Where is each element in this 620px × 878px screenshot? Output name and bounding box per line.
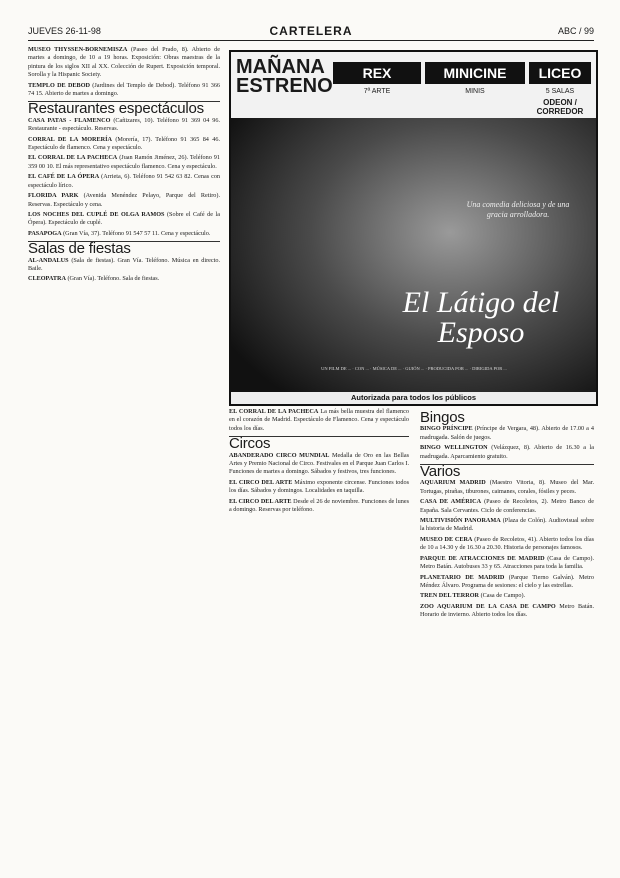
listing-entry: EL CORRAL DE LA PACHECA La más bella muestra del flamenco en el corazón de Madrid. Espectáculo de Flamenco. Cena y espectáculo todos los días. (229, 408, 409, 432)
listing-entry: CORRAL DE LA MORERÍA (Morería, 17). Teléfono 91 365 84 46. Espectáculo de flamenco. Cena y espectáculo. (28, 135, 220, 152)
section-heading-circos: Circos (229, 436, 409, 448)
cinema-minicine: MINICINE (425, 62, 525, 84)
listing-entry: BINGO PRÍNCIPE (Príncipe de Vergara, 48). Abierto de 17.00 a 4 madrugada. Salón de juegos. (420, 425, 594, 441)
listing-entry: EL CIRCO DEL ARTE Máximo exponente circense. Funciones todos los días. Sábados y domingos. Localidades en taquilla. (229, 478, 409, 495)
right-column (420, 408, 594, 864)
issue-date: JUEVES 26-11-98 (28, 26, 101, 36)
cinema-minicine-sub: MINIS (465, 88, 485, 95)
left-column (28, 46, 220, 864)
section-heading-bingos: Bingos (420, 409, 465, 426)
listing-entry: CASA PATAS - FLAMENCO (Cañizares, 10). Teléfono 91 369 04 96. Restaurante - espectáculo. Reservas. (28, 116, 220, 133)
cinema-liceo-sub2: ODEON / CORREDOR (536, 98, 584, 116)
section-heading-salas: Salas de fiestas (28, 241, 220, 253)
section-heading-restaurants: Restaurantes espectáculos (28, 101, 220, 113)
ad-quote: Una comedia deliciosa y de una gracia arrolladora. (466, 200, 570, 219)
cinema-rex: REX (333, 62, 421, 84)
listing-entry: BINGO WELLINGTON (Velázquez, 8). Abierto de 16.30 a la madrugada. Aparcamiento gratuito. (420, 444, 594, 460)
listing-entry: FLORIDA PARK (Avenida Menéndez Pelayo, Parque del Retiro). Reservas. Espectáculo y cena. (28, 192, 220, 208)
ad-brand: MAÑANA ESTRENO (236, 56, 333, 97)
listing-entry: PASAPOGA (Gran Vía, 37). Teléfono 91 547 57 11. Cena y espectáculo. (28, 229, 211, 237)
listing-entry: ZOO AQUARIUM DE LA CASA DE CAMPO Metro Batán. Horario de invierno. Abierto todos los días. (420, 602, 594, 619)
film-title: El Látigo del Esposo (402, 286, 560, 349)
cinema-liceo-sub: 5 SALAS (545, 88, 575, 95)
listing-entry: EL CAFÉ DE LA ÓPERA (Arrieta, 6). Teléfono 91 542 63 82. Cenas con espectáculo lírico. (28, 173, 220, 189)
film-rating: Autorizada para todos los públicos (231, 392, 596, 404)
section-title: CARTELERA (269, 24, 353, 38)
page-header (28, 26, 594, 38)
listing-entry: EL CORRAL DE LA PACHECA (Juan Ramón Jiménez, 26). Teléfono 91 359 00 10. El más representativo espectáculo flamenco. Cena y espectáculo. (28, 154, 220, 170)
listing-entry: TREN DEL TERROR (Casa de Campo). (420, 592, 526, 600)
cinema-rex-sub: 7ª ARTE (363, 88, 391, 95)
paper-page: ABC / 99 (557, 26, 594, 36)
listing-entry: CASA DE AMÉRICA (Paseo de Recoletos, 2). Metro Banco de España. Sala Cervantes. Ciclo de conferencias. (420, 498, 594, 514)
listing-entry: AQUARIUM MADRID (Maestro Vitoria, 8). Museo del Mar. Tortugas, pirañas, tiburones, caimanes, corales, fósiles y peces. (420, 479, 594, 495)
ad-banner (231, 52, 596, 118)
listing-entry: PLANETARIO DE MADRID (Parque Tierno Galván). Metro Méndez Álvaro. Programa de sesiones: el cielo y las estrellas. (420, 573, 594, 589)
header-rule (28, 40, 594, 41)
listing-entry: EL CIRCO DEL ARTE Desde el 26 de noviembre. Funciones de lunes a domingo. Reservas por teléfono. (229, 497, 409, 514)
listing-entry: PARQUE DE ATRACCIONES DE MADRID (Casa de Campo). Metro Batán. Autobuses 33 y 65. Atracciones para toda la familia. (420, 554, 594, 571)
listing-entry: MUSEO DE CERA (Paseo de Recoletos, 41). Abierto todos los días de 10 a 14.30 y de 16.30 a 20.30. Historia de personajes famosos. (420, 535, 594, 552)
section-heading-varios: Varios (420, 464, 594, 476)
listing-entry: TEMPLO DE DEBOD (Jardines del Templo de Debod). Teléfono 91 366 74 15. Abierto de martes a domingo. (28, 81, 220, 98)
listing-entry: AL-ANDALUS (Sala de fiestas). Gran Vía. Teléfono. Música en directo. Baile. (28, 256, 220, 272)
listing-entry: LOS NOCHES DEL CUPLÉ DE OLGA RAMOS (Sobre el Café de la Ópera). Espectáculo de cuplé. (28, 210, 220, 227)
film-advertisement (229, 50, 598, 406)
middle-column (229, 408, 409, 864)
listing-entry: MUSEO THYSSEN-BORNEMISZA (Paseo del Prado, 8). Abierto de martes a domingo, de 10 a 19 horas. Exposición: Obras maestras de la pintura de los siglos XII al XX. Colección de Rupert. Exposición temporal. Sorolla y la Hispanic Society. (28, 46, 220, 79)
listing-entry: CLEOPATRA (Gran Vía). Teléfono. Sala de fiestas. (28, 275, 160, 283)
film-credits: UN FILM DE ... · CON ... · MÚSICA DE ... · GUIÓN ... · PRODUCIDA POR ... · DIRIGIDA POR ... (321, 366, 507, 371)
ad-photo (231, 118, 596, 404)
listing-entry: MULTIVISIÓN PANORAMA (Plaza de Colón). Audiovisual sobre la historia de Madrid. (420, 517, 594, 533)
cinema-liceo: LICEO (529, 62, 591, 84)
listing-entry: ABANDERADO CIRCO MUNDIAL Medalla de Oro en las Bellas Artes y Premio Nacional de Circo. Festivales en el Parque Juan Carlos I. Funciones de martes a domingo. Sábados y festivos, tres funciones. (229, 451, 409, 476)
